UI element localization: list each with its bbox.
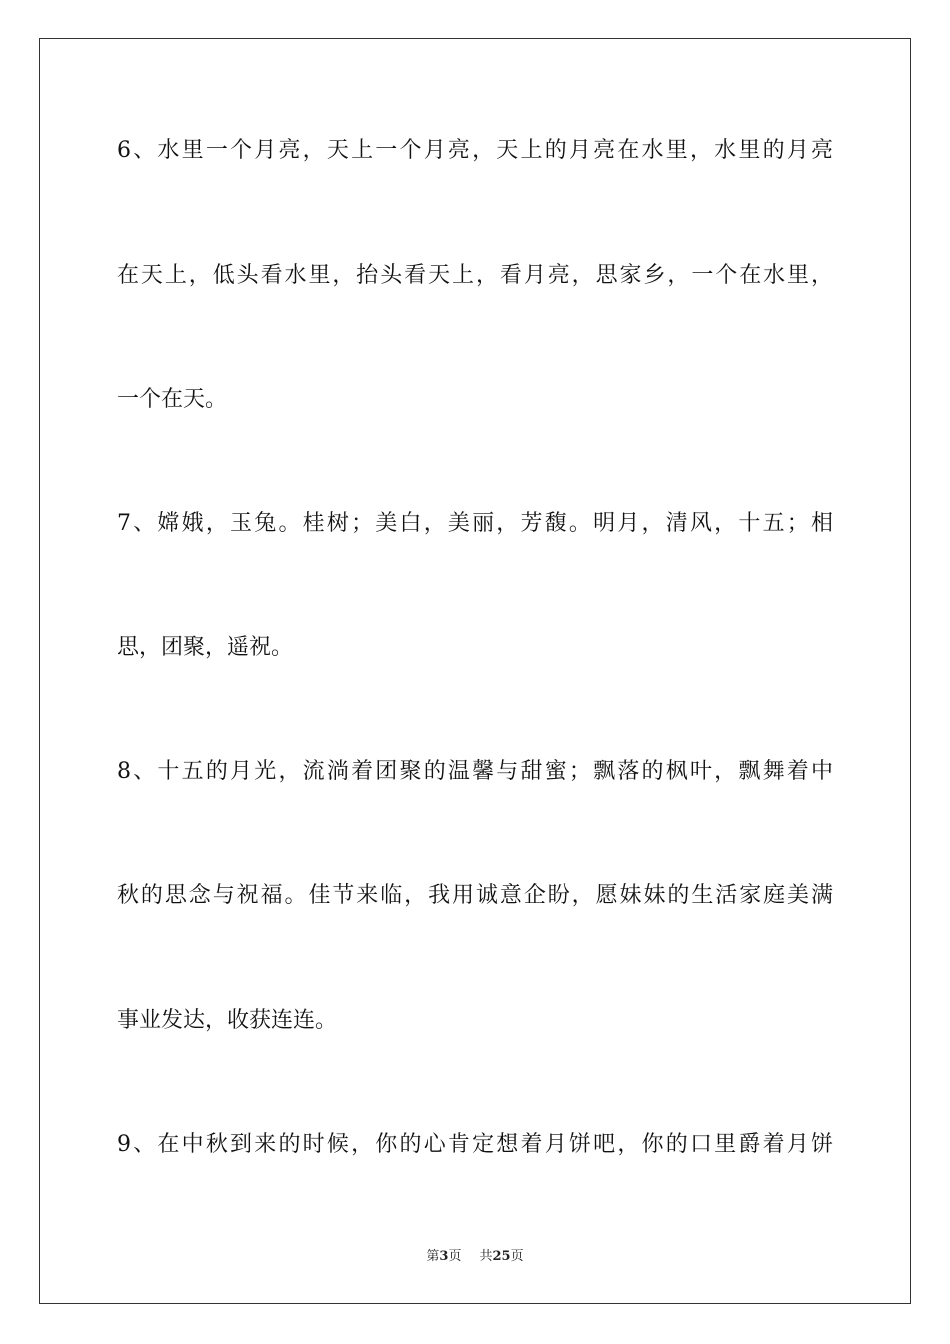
paragraph-7-line-2: 思，团聚，遥祝。 xyxy=(117,635,294,660)
page-footer xyxy=(0,1248,950,1266)
paragraph-8-line-3: 事业发达，收获连连。 xyxy=(117,1008,338,1033)
paragraph-8-line-1: 8、十五的月光，流淌着团聚的温馨与甜蜜；飘落的枫叶，飘舞着中 xyxy=(117,759,833,784)
paragraph-6-line-1: 6、水里一个月亮，天上一个月亮，天上的月亮在水里，水里的月亮 xyxy=(117,138,833,163)
paragraph-7-line-1: 7、嫦娥，玉兔。桂树；美白，美丽，芳馥。明月，清风，十五；相 xyxy=(117,511,833,536)
page-border xyxy=(39,38,911,1304)
footer-total-prefix: 共 xyxy=(479,1249,493,1264)
paragraph-8-line-2: 秋的思念与祝福。佳节来临，我用诚意企盼，愿妹妹的生活家庭美满 xyxy=(117,883,833,908)
footer-page-number: 3 xyxy=(439,1249,449,1264)
footer-total-number: 25 xyxy=(492,1249,511,1264)
footer-total-suffix: 页 xyxy=(510,1249,524,1264)
footer-page-suffix: 页 xyxy=(448,1249,462,1264)
footer-page-prefix: 第 xyxy=(426,1249,440,1264)
paragraph-6-line-3: 一个在天。 xyxy=(117,387,228,412)
paragraph-6-line-2: 在天上，低头看水里，抬头看天上，看月亮，思家乡，一个在水里， xyxy=(117,263,833,288)
paragraph-9-line-1: 9、在中秋到来的时候，你的心肯定想着月饼吧，你的口里爵着月饼 xyxy=(117,1132,833,1157)
